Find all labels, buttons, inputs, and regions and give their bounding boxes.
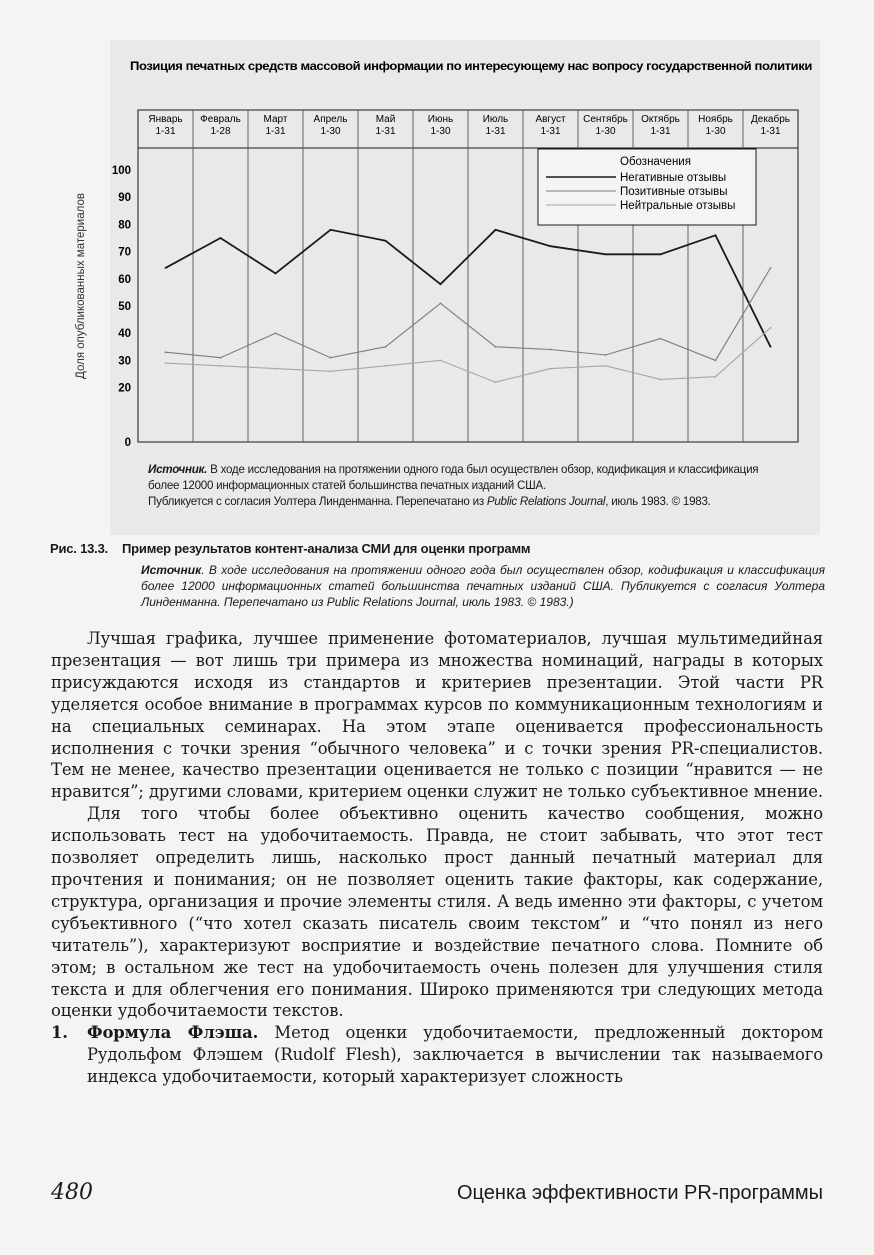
legend-title: Обозначения: [620, 156, 691, 168]
running-footer-title: Оценка эффективности PR-программы: [457, 1182, 823, 1204]
data-point: [220, 365, 222, 367]
data-point: [550, 368, 552, 370]
data-point: [660, 253, 662, 255]
line-chart: [75, 40, 820, 470]
data-point: [770, 346, 772, 348]
figure-caption: [50, 541, 825, 610]
data-point: [495, 381, 497, 383]
paragraph-2: Для того чтобы более объективно оценить качество сообщения, можно использовать тест на удобочитаемость. Правда, не стоит забывать, что этот тест позволяет определить лишь, насколько прост данный печатный материал для прочтения и понимания; он не позволяет оценить такие факторы, как содержание, структура, организация и прочие элементы стиля. А ведь именно эти факторы, с учетом субъективного (“что хотел сказать писатель своим текстом” и “что понял из него читатель”), характеризуют восприятие и воздействие печатного слова. Помните об этом; в остальном же тест на удобочитаемость очень полезен для улучшения стиля текста и для облегчения его понимания. Широко применяются три следующих метода оценки удобочитаемости текстов.: [51, 804, 823, 1021]
legend-label: Нейтральные отзывы: [620, 200, 736, 212]
data-point: [275, 332, 277, 334]
y-tick-label: 90: [118, 192, 131, 205]
data-point: [220, 357, 222, 359]
x-tick-label: Ноябрь: [698, 114, 733, 125]
data-point: [165, 362, 167, 364]
source-line-1: Источник. В ходе исследования на протяжении одного года был осуществлен обзор, кодификация и классификация: [148, 463, 759, 476]
page-footer: [51, 1180, 823, 1210]
figure: [75, 40, 820, 535]
source-line-3: Публикуется с согласия Уолтера Линденманна. Перепечатано из Public Relations Journal, июль 1983. © 1983.: [148, 495, 711, 508]
y-tick-label: 50: [118, 301, 131, 313]
y-axis-label: Доля опубликованных материалов: [75, 193, 87, 379]
data-point: [660, 338, 662, 340]
page-number: 480: [51, 1180, 93, 1205]
y-tick-label: 70: [118, 246, 131, 259]
x-tick-range: 1-30: [705, 126, 726, 137]
data-point: [605, 365, 607, 367]
y-tick-label: 0: [124, 437, 131, 449]
x-tick-label: Март: [263, 114, 288, 125]
caption-title: [50, 541, 825, 556]
data-point: [275, 272, 277, 274]
x-tick-range: 1-31: [265, 126, 286, 137]
data-point: [495, 346, 497, 348]
data-point: [330, 370, 332, 372]
legend-label: Негативные отзывы: [620, 172, 727, 184]
data-point: [605, 253, 607, 255]
legend-label: Позитивные отзывы: [620, 186, 728, 198]
x-tick-label: Февраль: [200, 114, 241, 125]
data-point: [715, 376, 717, 378]
data-point: [385, 240, 387, 242]
y-tick-label: 60: [118, 273, 131, 286]
x-tick-range: 1-31: [485, 126, 506, 137]
caption-source: Источник. В ходе исследования на протяжении одного года был осуществлен обзор, кодификация и классификация более 12000 информационных статей большинства печатных изданий США. Публикуется с согласия Уолтера Линденманна. Перепечатано из Public Relations Journal, июль 1983. © 1983.): [141, 563, 825, 609]
x-tick-range: 1-31: [760, 126, 781, 137]
data-point: [440, 360, 442, 362]
y-tick-label: 30: [118, 355, 131, 368]
y-tick-label: 80: [118, 219, 131, 232]
x-tick-range: 1-31: [375, 126, 396, 137]
data-point: [660, 379, 662, 381]
data-point: [715, 234, 717, 236]
x-tick-range: 1-31: [650, 126, 671, 137]
x-tick-label: Июль: [482, 114, 509, 125]
paragraph-1: Лучшая графика, лучшее применение фотоматериалов, лучшая мультимедийная презентация — вот лишь три примера из множества номинаций, награды в которых присуждаются исходя из стандартов и критериев презентации. Этой части PR уделяется особое внимание в программах курсов по коммуникационным технологиям и на специальных семинарах. На этом этапе оценивается профессиональность исполнения с точки зрения “обычного человека” и с точки зрения PR-специалистов. Тем не менее, качество презентации оценивается не только с позиции “нравится — не нравится”; другими словами, критерием оценки служит не только субъективное мнение.: [51, 629, 823, 802]
y-tick-label: 20: [118, 382, 131, 395]
chart-title: Позиция печатных средств массовой информации по интересующему нас вопросу государственной политики: [130, 60, 813, 73]
caption-title-text: Пример результатов контент-анализа СМИ для оценки программ: [122, 541, 531, 556]
body-text: [51, 628, 823, 1088]
data-point: [275, 368, 277, 370]
data-point: [440, 283, 442, 285]
x-tick-label: Май: [375, 114, 396, 125]
source-line-2: более 12000 информационных статей большинства печатных изданий США.: [148, 479, 546, 492]
figure-source-note: [148, 462, 816, 510]
x-tick-range: 1-30: [430, 126, 451, 137]
data-point: [495, 229, 497, 231]
data-point: [165, 351, 167, 353]
x-tick-label: Январь: [148, 114, 183, 125]
x-tick-label: Октябрь: [641, 114, 680, 125]
data-point: [165, 267, 167, 269]
data-point: [770, 327, 772, 329]
data-point: [550, 245, 552, 247]
x-tick-range: 1-31: [540, 126, 561, 137]
x-tick-label: Сентябрь: [583, 114, 628, 125]
x-tick-range: 1-30: [595, 126, 616, 137]
x-tick-label: Август: [535, 114, 566, 125]
y-tick-label: 40: [118, 328, 131, 341]
data-point: [770, 267, 772, 269]
data-point: [440, 302, 442, 304]
x-tick-label: Декабрь: [751, 114, 790, 125]
data-point: [330, 229, 332, 231]
data-point: [385, 365, 387, 367]
data-point: [715, 360, 717, 362]
data-point: [605, 354, 607, 356]
list-item: 1. Формула Флэша. Метод оценки удобочитаемости, предложенный доктором Рудольфом Флэшем (Rudolf Flesh), заключается в вычислении так называемого индекса удобочитаемости, который характеризует сложность: [51, 1023, 823, 1087]
data-point: [330, 357, 332, 359]
data-point: [220, 237, 222, 239]
data-point: [385, 346, 387, 348]
x-tick-range: 1-28: [210, 126, 231, 137]
y-tick-label: 100: [111, 165, 131, 177]
x-tick-label: Июнь: [427, 114, 454, 125]
figure-number: Рис. 13.3.: [50, 541, 109, 556]
x-tick-range: 1-30: [320, 126, 341, 137]
data-point: [550, 349, 552, 351]
x-tick-label: Апрель: [313, 114, 348, 125]
x-tick-range: 1-31: [155, 126, 176, 137]
